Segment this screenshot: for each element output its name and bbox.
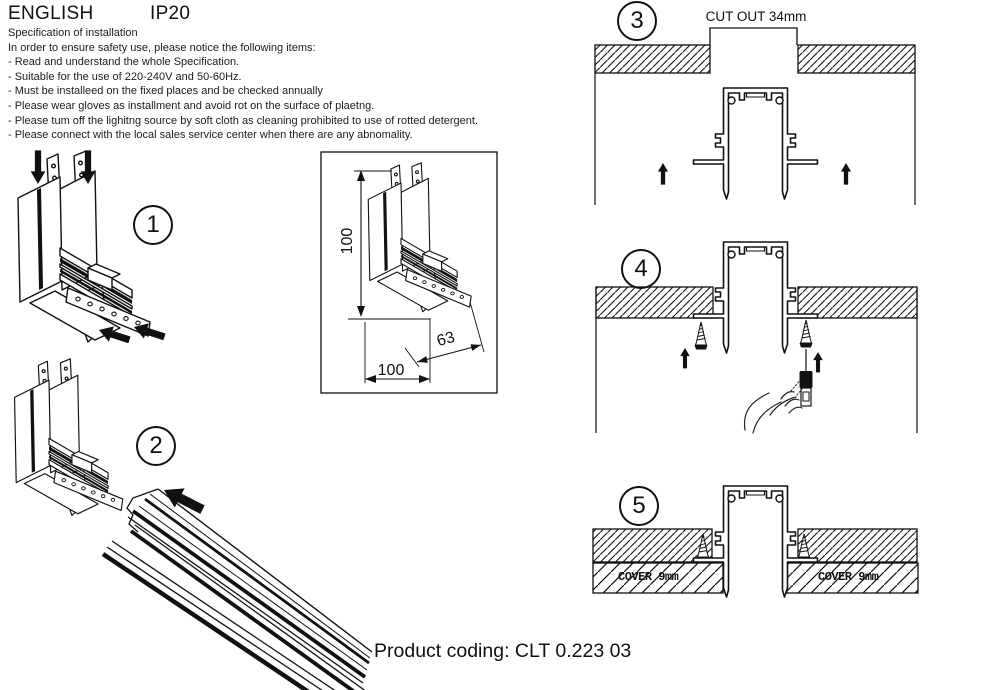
dimension-label-diagonal: 63: [434, 328, 457, 351]
cover-label-left: COVER 9mm: [618, 570, 679, 584]
spec-item: - Please connect with the local sales service center when there are any abnomality.: [8, 129, 413, 142]
track-profile-section: [694, 88, 818, 199]
screw-icon: [695, 320, 813, 350]
specification-text-block: [8, 26, 478, 143]
spec-item: - Suitable for the use of 220-240V and 50-60Hz.: [8, 70, 242, 83]
fig2-track-insertion-drawing: [15, 359, 372, 690]
track-rail-drawing: [103, 489, 372, 690]
fig3-cutout-drawing: [595, 28, 915, 205]
cutout-dimension-label: CUT OUT 34mm: [705, 9, 807, 24]
ceiling-section: [798, 45, 915, 73]
cutout-notch: [710, 28, 797, 45]
language-label: ENGLISH: [8, 3, 94, 24]
fig1-number-badge: 1: [133, 205, 173, 245]
ceiling-section: [798, 529, 917, 562]
screwdriver-icon: [800, 349, 813, 406]
hand-icon: [744, 379, 806, 433]
product-coding-label: Product coding: CLT 0.223 03: [374, 640, 632, 662]
dimension-detail-box: [321, 152, 497, 393]
fig4-number-badge: 4: [621, 249, 661, 289]
ip-rating-label: IP20: [150, 3, 191, 24]
up-arrow-icon: [658, 163, 851, 185]
fig2-number-badge: 2: [136, 426, 176, 466]
fig1-corner-connector-drawing: [18, 150, 167, 347]
fig5-number-badge: 5: [619, 486, 659, 526]
ceiling-section: [593, 529, 712, 562]
spec-item: - Please tum off the lighitng source by soft cloth as cleaning prohibited to use of rotted detergent.: [8, 114, 479, 127]
ceiling-section: [595, 45, 710, 73]
spec-intro: In order to ensure safety use, please notice the following items:: [8, 41, 316, 54]
spec-item: - Read and understand the whole Specification.: [8, 56, 240, 69]
dimension-label-horizontal: 100: [377, 362, 405, 379]
spec-title: Specification of installation: [8, 27, 138, 39]
dimension-label-vertical: 100: [339, 227, 356, 255]
up-arrow-icon: [680, 348, 823, 372]
fig3-number-badge: 3: [617, 1, 657, 41]
cover-label-right: COVER 9mm: [818, 570, 879, 584]
spec-item: - Must be installeed on the fixed places and be checked annually: [8, 85, 323, 98]
down-arrow-icon: [31, 150, 96, 184]
spec-item: - Please wear gloves as installment and avoid rot on the surface of plaetng.: [8, 99, 375, 112]
